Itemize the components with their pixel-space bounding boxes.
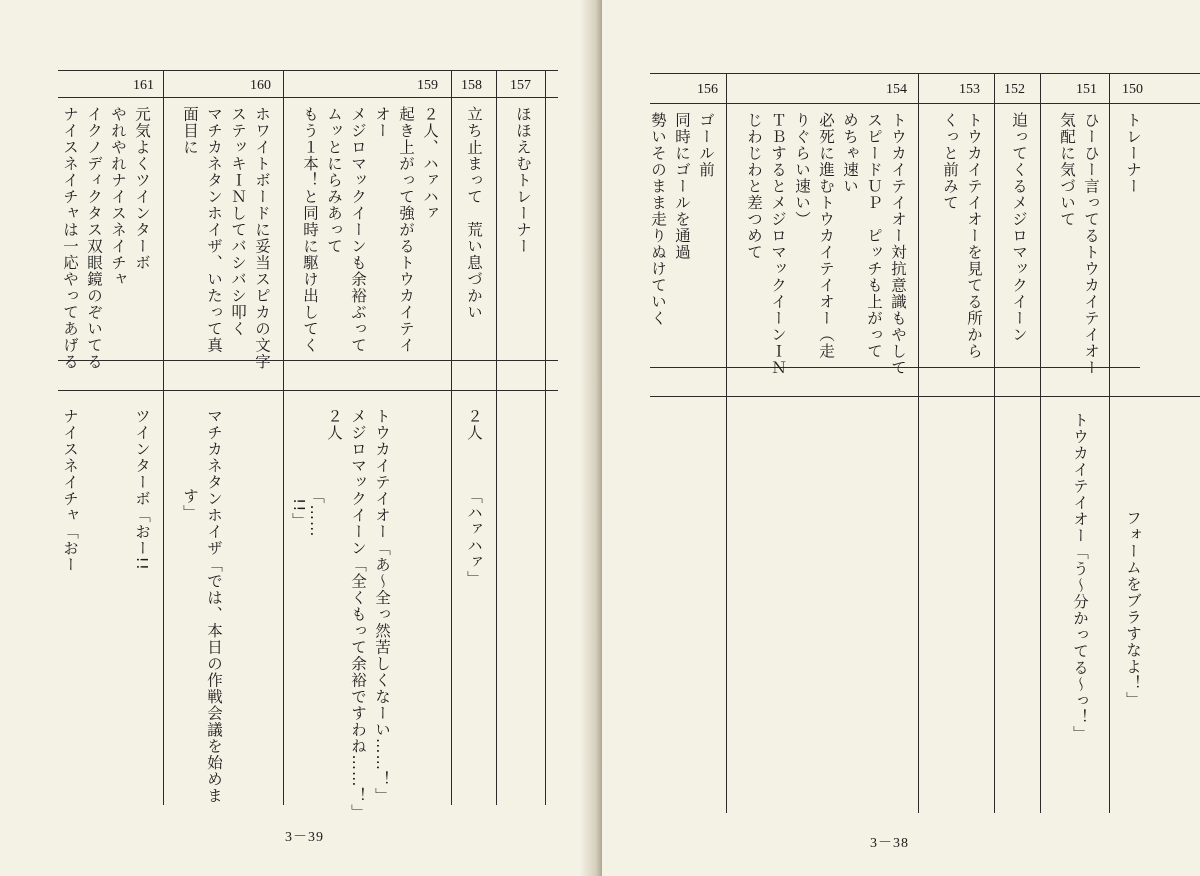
scene-action-line: 面目に (181, 106, 199, 156)
scene-action-line: 起き上がって強がるトウカイテイ (397, 106, 415, 354)
header-bottom-rule (650, 103, 1200, 104)
section-divider-rule (58, 360, 558, 361)
scene-number: 151 (1076, 82, 1097, 97)
header-top-rule (58, 70, 558, 71)
scene-number: 156 (697, 82, 718, 97)
dialogue-line: トウカイテイオー「う～分かってる～っ！」 (1071, 412, 1089, 742)
scene-number: 161 (133, 78, 154, 93)
scene-action-line: メジロマックイーンも余裕ぶって (349, 106, 367, 354)
scene-action-line: やれやれナイスネイチャ (109, 106, 127, 288)
scene-action-line: ひーひー言ってるトウカイテイオー (1082, 112, 1100, 376)
column-rule (545, 70, 546, 805)
scene-action-line: 気配に気づいて (1058, 112, 1076, 228)
dialogue-line: マチカネタンホイザ「では、本日の作戦会議を始めま (205, 408, 223, 804)
scene-number: 150 (1122, 82, 1143, 97)
dialogue-line: トウカイテイオー「あ～全っ然苦しくなーい……！」 (373, 408, 391, 804)
scene-action-line: トウカイテイオー対抗意識もやして (889, 112, 907, 376)
scene-action-line: 元気よくツインターボ (133, 106, 151, 271)
scene-number: 152 (1004, 82, 1025, 97)
column-rule (994, 73, 995, 813)
scene-action-line: 必死に進むトウカイテイオー（走 (817, 112, 835, 360)
dialogue-line: フォームをブラすなよ！」 (1124, 510, 1142, 708)
column-rule (726, 73, 727, 813)
scene-number: 158 (461, 78, 482, 93)
dialogue-line: ツインターボ「おー!! (133, 408, 151, 571)
scene-action-line: りぐらい速い） (793, 112, 811, 228)
scene-action-line: くっと前みて (941, 112, 959, 211)
scene-action-line: トレーナー (1124, 112, 1142, 195)
scene-action-line: スピードＵＰ ピッチも上がって (865, 112, 883, 360)
column-rule (1109, 73, 1110, 813)
scene-action-line: トウカイテイオーを見てる所から (965, 112, 983, 360)
scene-action-line: めちゃ速い (841, 112, 859, 195)
column-rule (283, 70, 284, 805)
scene-action-line: ナイスネイチャは一応やってあげる (61, 106, 79, 370)
dialogue-line: 「ハァハァ」 (465, 488, 483, 587)
scene-number: 160 (250, 78, 271, 93)
column-rule (163, 70, 164, 805)
scene-action-line: もう１本！と同時に駆け出してく (301, 106, 319, 354)
scene-action-line: 立ち止まって 荒い息づかい (465, 106, 483, 321)
dialogue-line: 「…… (307, 488, 325, 538)
scene-action-line: ステッキＩＮしてバシバシ叩く (229, 106, 247, 337)
scene-action-line: オー (373, 106, 391, 139)
scene-number: 153 (959, 82, 980, 97)
scene-action-line: ホワイトボードに妥当スピカの文字 (253, 106, 271, 370)
header-bottom-rule (58, 97, 558, 98)
scene-action-line: ムッとにらみあって (325, 106, 343, 255)
scene-number: 159 (417, 78, 438, 93)
dialogue-line: す」 (181, 488, 199, 521)
scene-number: 154 (886, 82, 907, 97)
scene-action-line: 勢いそのまま走りぬけていく (649, 112, 667, 327)
dialogue-line: ナイスネイチャ「おー (61, 408, 79, 573)
section-divider-rule (58, 390, 558, 391)
section-divider-rule (650, 396, 1200, 397)
header-top-rule (650, 73, 1200, 74)
column-rule (496, 70, 497, 805)
column-rule (451, 70, 452, 805)
scene-action-line: じわじわと差つめて (745, 112, 763, 261)
page-folio: 3－38 (870, 836, 909, 851)
scene-action-line: ほほえむトレーナー (514, 106, 532, 255)
left-page (0, 0, 598, 876)
column-rule (918, 73, 919, 813)
dialogue-line: ２人 (325, 408, 343, 441)
scene-action-line: マチカネタンホイザ、いたって真 (205, 106, 223, 354)
page-folio: 3－39 (285, 830, 324, 845)
scene-action-line: ＴＢするとメジロマックイーンＩＮ (769, 112, 787, 376)
dialogue-line: メジロマックイーン「全くもって余裕ですわね……！」 (349, 408, 367, 821)
scene-action-line: ゴール前 (697, 112, 715, 178)
scene-action-line: ２人、ハァハァ (421, 106, 439, 222)
scene-action-line: 同時にゴールを通過 (673, 112, 691, 261)
dialogue-line: !!」 (290, 498, 308, 529)
dialogue-line: ２人 (465, 408, 483, 441)
scene-action-line: 迫ってくるメジロマックイーン (1010, 112, 1028, 343)
scene-number: 157 (510, 78, 531, 93)
right-page (602, 0, 1200, 876)
column-rule (1040, 73, 1041, 813)
scene-action-line: イクノディクタス双眼鏡のぞいてる (85, 106, 103, 370)
